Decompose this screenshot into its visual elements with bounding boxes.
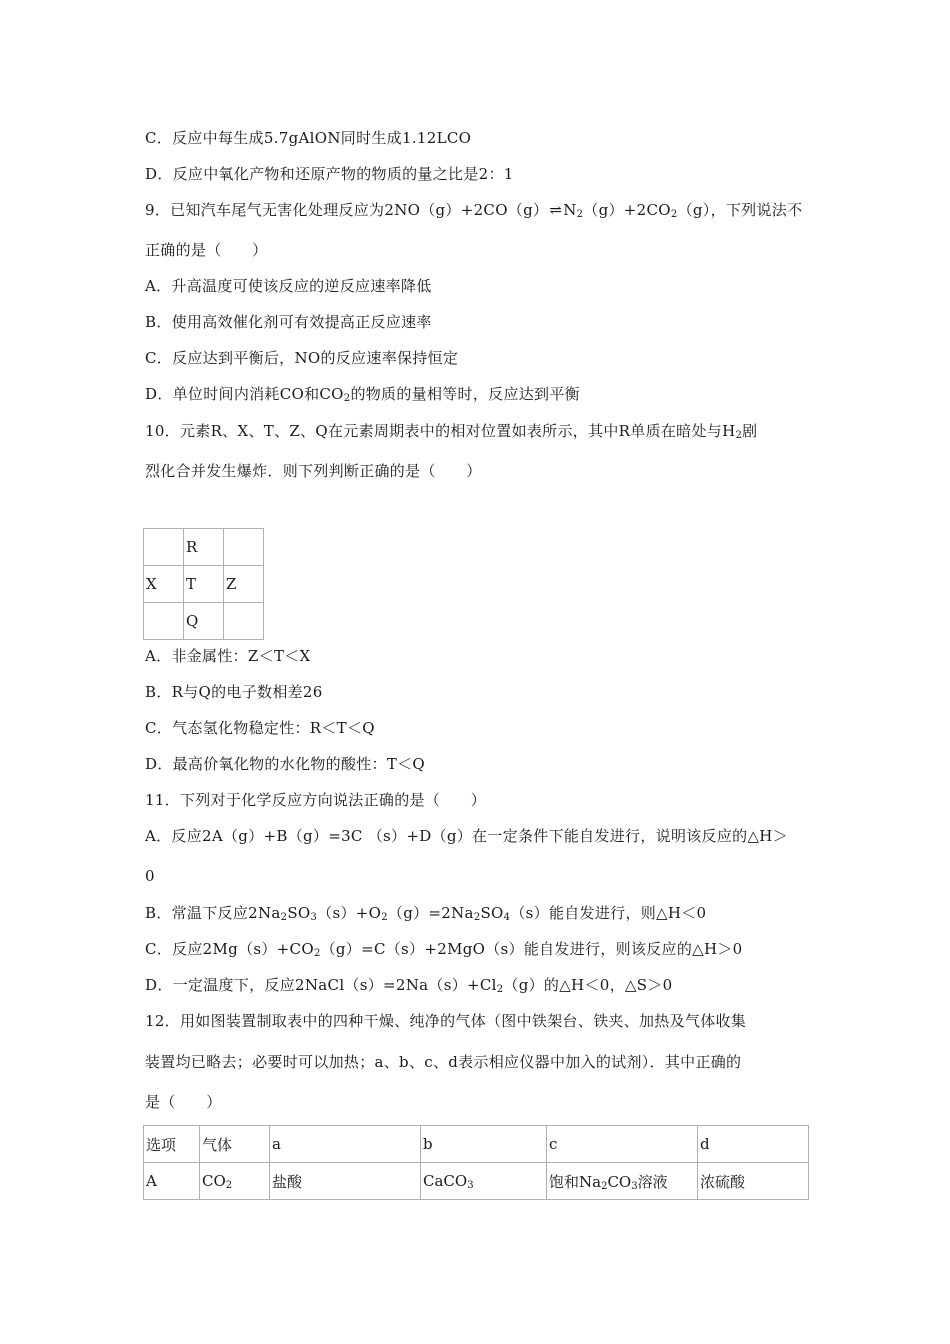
grid-cell-T: T	[184, 566, 224, 603]
q10-option-d: D．最高价氧化物的水化物的酸性：T＜Q	[145, 755, 426, 773]
q9-stem: 9．已知汽车尾气无害化处理反应为$2NO(g)+2CO(g)\rightleftharpoons N_2(g)+2CO_2(g)$，下列说法不	[145, 201, 803, 220]
q8-option-d: D．反应中氧化产物和还原产物的物质的量之比是2：1	[145, 165, 514, 183]
cell-d: 浓硫酸	[698, 1163, 809, 1200]
header-d: d	[698, 1126, 809, 1163]
table-row	[144, 1163, 809, 1200]
q8-option-c: C．反应中每生成5.7gAlON同时生成1.12LCO	[145, 129, 472, 147]
reagent-table	[143, 1125, 809, 1200]
cell-gas: $CO_2$	[200, 1163, 270, 1200]
q10-option-b: B．R与Q的电子数相差26	[145, 683, 323, 701]
header-a: a	[270, 1126, 421, 1163]
q11-option-b: B．常温下反应$2Na_2SO_3(s)+O_2(g)=2Na_2SO_4(s)$能自发进行，则△H＜0	[145, 904, 707, 923]
grid-cell	[224, 529, 264, 566]
q9-option-c: C．反应达到平衡后，NO的反应速率保持恒定	[145, 349, 459, 367]
q9-option-a: A．升高温度可使该反应的逆反应速率降低	[145, 277, 432, 295]
q11-option-a-line2: 0	[145, 867, 155, 885]
q11-option-d: D．一定温度下，反应$2NaCl(s)=2Na(s)+Cl_2(g)$的△H＜0，△S＞0	[145, 976, 673, 995]
header-gas: 气体	[200, 1126, 270, 1163]
q9-option-b: B．使用高效催化剂可有效提高正反应速率	[145, 313, 432, 331]
q10-option-a: A．非金属性：Z＜T＜X	[145, 647, 311, 665]
cell-a: 盐酸	[270, 1163, 421, 1200]
q9-option-d: D．单位时间内消耗CO和$CO_2$的物质的量相等时，反应达到平衡	[145, 385, 580, 404]
q12-stem-line2: 装置均已略去；必要时可以加热；a、b、c、d表示相应仪器中加入的试剂）．其中正确的	[145, 1053, 742, 1071]
grid-cell	[144, 603, 184, 640]
q11-option-a: A．反应2A（g）+B（g）=3C （s）+D（g）在一定条件下能自发进行，说明该反应的△H＞	[145, 827, 788, 845]
equilibrium-arrow-icon: ⇌	[549, 201, 563, 219]
cell-b: CaCO$_3$	[421, 1163, 547, 1200]
grid-cell	[144, 529, 184, 566]
header-c: c	[547, 1126, 698, 1163]
q10-option-c: C．气态氢化物稳定性：R＜T＜Q	[145, 719, 375, 737]
q10-stem-line2: 烈化合并发生爆炸．则下列判断正确的是（ ）	[145, 462, 482, 480]
cell-option: A	[144, 1163, 200, 1200]
header-option: 选项	[144, 1126, 200, 1163]
q12-stem-line3: 是（ ）	[145, 1093, 222, 1111]
grid-cell-Z: Z	[224, 566, 264, 603]
q12-stem: 12．用如图装置制取表中的四种干燥、纯净的气体（图中铁架台、铁夹、加热及气体收集	[145, 1012, 747, 1030]
periodic-table-grid	[143, 528, 264, 640]
q11-stem: 11．下列对于化学反应方向说法正确的是（ ）	[145, 791, 486, 809]
grid-cell	[224, 603, 264, 640]
q10-stem: 10．元素R、X、T、Z、Q在元素周期表中的相对位置如表所示，其中R单质在暗处与$H_2$剧	[145, 422, 758, 441]
cell-c: 饱和$Na_2CO_3$溶液	[547, 1163, 698, 1200]
table-header-row	[144, 1126, 809, 1163]
q11-option-c: C．反应$2Mg(s)+CO_2(g)=C(s)+2MgO(s)$能自发进行，则该反应的△H＞0	[145, 940, 743, 959]
grid-cell-Q: Q	[184, 603, 224, 640]
q9-stem-line2: 正确的是（ ）	[145, 241, 268, 259]
grid-cell-X: X	[144, 566, 184, 603]
grid-cell-R: R	[184, 529, 224, 566]
header-b: b	[421, 1126, 547, 1163]
